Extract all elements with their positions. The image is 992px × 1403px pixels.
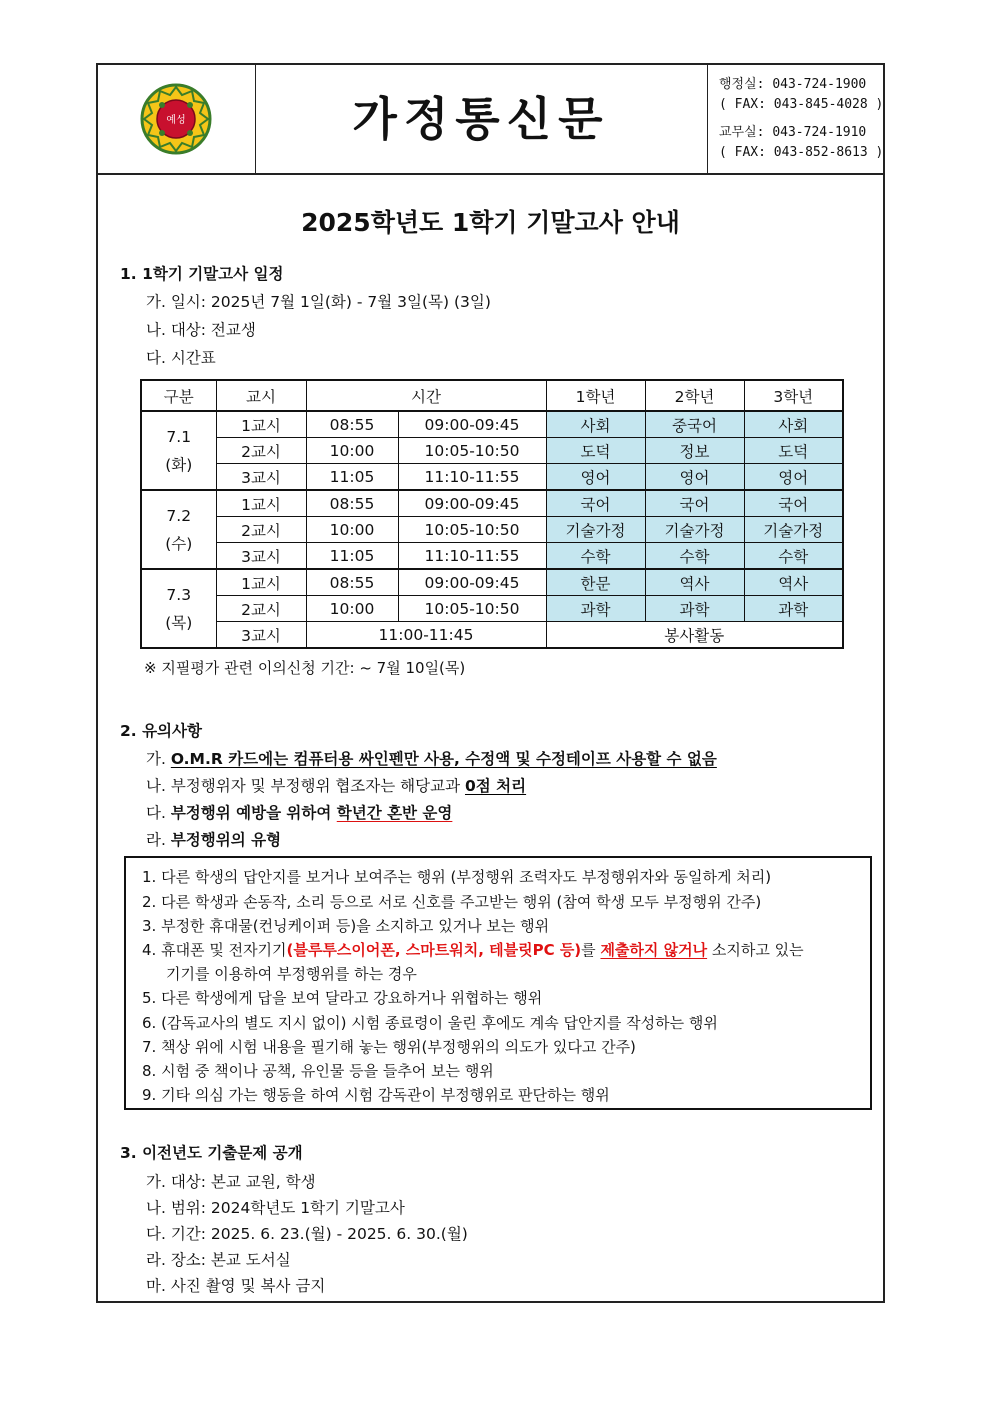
rule-item: 5. 다른 학생에게 답을 보여 달라고 강요하거나 위협하는 행위: [142, 989, 543, 1007]
period-cell: 3교시: [216, 464, 306, 491]
time-cell: 11:00-11:45: [306, 622, 546, 649]
subject-cell: 사회: [546, 411, 645, 438]
period-cell: 3교시: [216, 622, 306, 649]
time-cell: 11:10-11:55: [398, 543, 546, 570]
item-d-prefix: 라.: [146, 831, 171, 849]
appeal-period-note: ※ 지필평가 관련 이의신청 기간: ~ 7월 10일(목): [144, 659, 466, 677]
exam-schedule-table: [140, 379, 844, 649]
section3-item: 다. 기간: 2025. 6. 23.(월) - 2025. 6. 30.(월): [146, 1225, 468, 1243]
day-cell: [141, 490, 216, 569]
subject-cell: 국어: [744, 490, 843, 517]
table-row: [141, 622, 843, 649]
day-date: 7.3: [166, 585, 192, 604]
document-title: 가정통신문: [352, 92, 610, 146]
subject-cell: 기술가정: [645, 517, 744, 543]
rule4-not-submitted: 제출하지 않거나: [600, 941, 708, 959]
time-cell: 09:00-09:45: [398, 411, 546, 438]
table-header-row: [141, 380, 843, 411]
period-cell: 1교시: [216, 411, 306, 438]
period-cell: 3교시: [216, 543, 306, 570]
mixed-class-notice: 학년간 혼반 운영: [336, 804, 453, 822]
section1-item-timetable: 다. 시간표: [146, 349, 216, 367]
zero-score-notice: 0점 처리: [464, 777, 527, 795]
table-row: [141, 411, 843, 438]
academic-office-fax: ( FAX: 043-852-8613 ): [719, 145, 884, 160]
rule-item: [142, 939, 804, 960]
period-cell: 2교시: [216, 438, 306, 464]
rule-item: 7. 책상 위에 시험 내용을 필기해 놓는 행위(부정행위의 의도가 있다고 간주): [142, 1038, 636, 1056]
subject-cell: 과학: [744, 596, 843, 622]
day-cell: [141, 569, 216, 648]
logo-cell: [98, 65, 256, 173]
subject-cell: 국어: [645, 490, 744, 517]
item-c-bold: 부정행위 예방을 위하여: [170, 804, 337, 822]
header: [98, 65, 883, 175]
section2-item-a: [146, 747, 717, 769]
period-cell: 1교시: [216, 569, 306, 596]
start-cell: 08:55: [306, 411, 398, 438]
table-row: [141, 596, 843, 622]
subject-cell: 중국어: [645, 411, 744, 438]
table-header-cell: 2학년: [645, 380, 744, 411]
table-row: [141, 438, 843, 464]
time-cell: 10:05-10:50: [398, 517, 546, 543]
time-cell: 10:05-10:50: [398, 438, 546, 464]
rule4-part: 소지하고 있는: [707, 941, 804, 959]
rule4-part: 4. 휴대폰 및 전자기기: [142, 941, 287, 959]
day-cell: [141, 411, 216, 490]
subject-cell: 역사: [645, 569, 744, 596]
start-cell: 10:00: [306, 438, 398, 464]
table-header-cell: 3학년: [744, 380, 843, 411]
cheating-rules-box: [124, 856, 872, 1110]
day-weekday: (화): [165, 455, 193, 474]
table-row: [141, 464, 843, 491]
admin-office-fax: ( FAX: 043-845-4028 ): [719, 97, 884, 112]
school-emblem-icon: [138, 81, 214, 157]
subject-cell: 기술가정: [546, 517, 645, 543]
day-weekday: (수): [165, 534, 193, 553]
cheating-types-label: 부정행위의 유형: [170, 831, 282, 849]
table-row: [141, 543, 843, 570]
rule4-part: 를: [581, 941, 601, 959]
section1-heading: 1. 1학기 기말고사 일정: [120, 265, 284, 283]
time-cell: 11:10-11:55: [398, 464, 546, 491]
subject-cell: 한문: [546, 569, 645, 596]
table-header-cell: 교시: [216, 380, 306, 411]
section3-item: 마. 사진 촬영 및 복사 금지: [146, 1277, 326, 1295]
subject-cell: 역사: [744, 569, 843, 596]
start-cell: 10:00: [306, 517, 398, 543]
subject-cell: 과학: [546, 596, 645, 622]
section3-item: 나. 범위: 2024학년도 1학기 기말고사: [146, 1199, 405, 1217]
table-header-cell: 시간: [306, 380, 546, 411]
rule-item: 1. 다른 학생의 답안지를 보거나 보여주는 행위 (부정행위 조력자도 부정행위자와 동일하게 처리): [142, 868, 772, 886]
start-cell: 10:00: [306, 596, 398, 622]
subject-cell: 기술가정: [744, 517, 843, 543]
section2-item-b: [146, 774, 526, 796]
period-cell: 2교시: [216, 517, 306, 543]
table-header-cell: 1학년: [546, 380, 645, 411]
start-cell: 08:55: [306, 569, 398, 596]
section1-item-date: 가. 일시: 2025년 7월 1일(화) - 7월 3일(목) (3일): [146, 293, 491, 311]
section2-heading: 2. 유의사항: [120, 722, 202, 740]
logo-text: 예성: [166, 115, 186, 126]
period-cell: 1교시: [216, 490, 306, 517]
subject-cell: 정보: [645, 438, 744, 464]
rule-item: 2. 다른 학생과 손동작, 소리 등으로 서로 신호를 주고받는 행위 (참여 학생 모두 부정행위 간주): [142, 893, 762, 911]
start-cell: 11:05: [306, 543, 398, 570]
subject-cell: 사회: [744, 411, 843, 438]
subject-cell: 영어: [546, 464, 645, 491]
subject-cell: 과학: [645, 596, 744, 622]
day-date: 7.1: [166, 427, 192, 446]
main-title: 2025학년도 1학기 기말고사 안내: [301, 208, 680, 237]
academic-office-phone: 교무실: 043-724-1910: [719, 125, 867, 140]
time-cell: 10:05-10:50: [398, 596, 546, 622]
subject-cell: 수학: [744, 543, 843, 570]
section2-item-c: [146, 801, 452, 823]
rule-item-continued: 기기를 이용하여 부정행위를 하는 경우: [166, 965, 417, 983]
section1-item-target: 나. 대상: 전교생: [146, 321, 256, 339]
section3-item: 라. 장소: 본교 도서실: [146, 1251, 291, 1269]
subject-cell: 수학: [645, 543, 744, 570]
start-cell: 08:55: [306, 490, 398, 517]
rule-item: 9. 기타 의심 가는 행동을 하여 시험 감독관이 부정행위로 판단하는 행위: [142, 1086, 610, 1104]
day-weekday: (목): [165, 613, 193, 632]
title-cell: [255, 65, 708, 173]
rule-item: 3. 부정한 휴대물(컨닝케이퍼 등)을 소지하고 있거나 보는 행위: [142, 917, 550, 935]
admin-office-phone: 행정실: 043-724-1900: [719, 77, 867, 92]
table-row: [141, 490, 843, 517]
subject-cell: 도덕: [546, 438, 645, 464]
subject-cell: 영어: [645, 464, 744, 491]
table-header-cell: 구분: [141, 380, 216, 411]
section3-item: 가. 대상: 본교 교원, 학생: [146, 1173, 316, 1191]
item-b-prefix: 나. 부정행위자 및 부정행위 협조자는 해당교과: [146, 777, 465, 795]
start-cell: 11:05: [306, 464, 398, 491]
contact-cell: [707, 65, 883, 173]
table-row: [141, 517, 843, 543]
rule4-devices: (블루투스이어폰, 스마트워치, 테블릿PC 등): [286, 941, 582, 959]
day-date: 7.2: [166, 506, 192, 525]
period-cell: 2교시: [216, 596, 306, 622]
subject-cell: 도덕: [744, 438, 843, 464]
subject-cell: 수학: [546, 543, 645, 570]
section2-item-d: [146, 828, 281, 850]
time-cell: 09:00-09:45: [398, 569, 546, 596]
subject-cell: 국어: [546, 490, 645, 517]
rule-item: 8. 시험 중 책이나 공책, 유인물 등을 들추어 보는 행위: [142, 1062, 494, 1080]
document-page: [96, 63, 885, 1303]
subject-cell: 영어: [744, 464, 843, 491]
item-a-prefix: 가.: [146, 750, 171, 768]
section3-heading: 3. 이전년도 기출문제 공개: [120, 1144, 303, 1162]
time-cell: 09:00-09:45: [398, 490, 546, 517]
table-row: [141, 569, 843, 596]
rule-item: 6. (감독교사의 별도 지시 없이) 시험 종료령이 울린 후에도 계속 답안지를 작성하는 행위: [142, 1014, 718, 1032]
item-c-prefix: 다.: [146, 804, 171, 822]
omr-card-notice: O.M.R 카드에는 컴퓨터용 싸인펜만 사용, 수정액 및 수정테이프 사용할 수 없음: [170, 750, 717, 768]
activity-cell: 봉사활동: [546, 622, 843, 649]
